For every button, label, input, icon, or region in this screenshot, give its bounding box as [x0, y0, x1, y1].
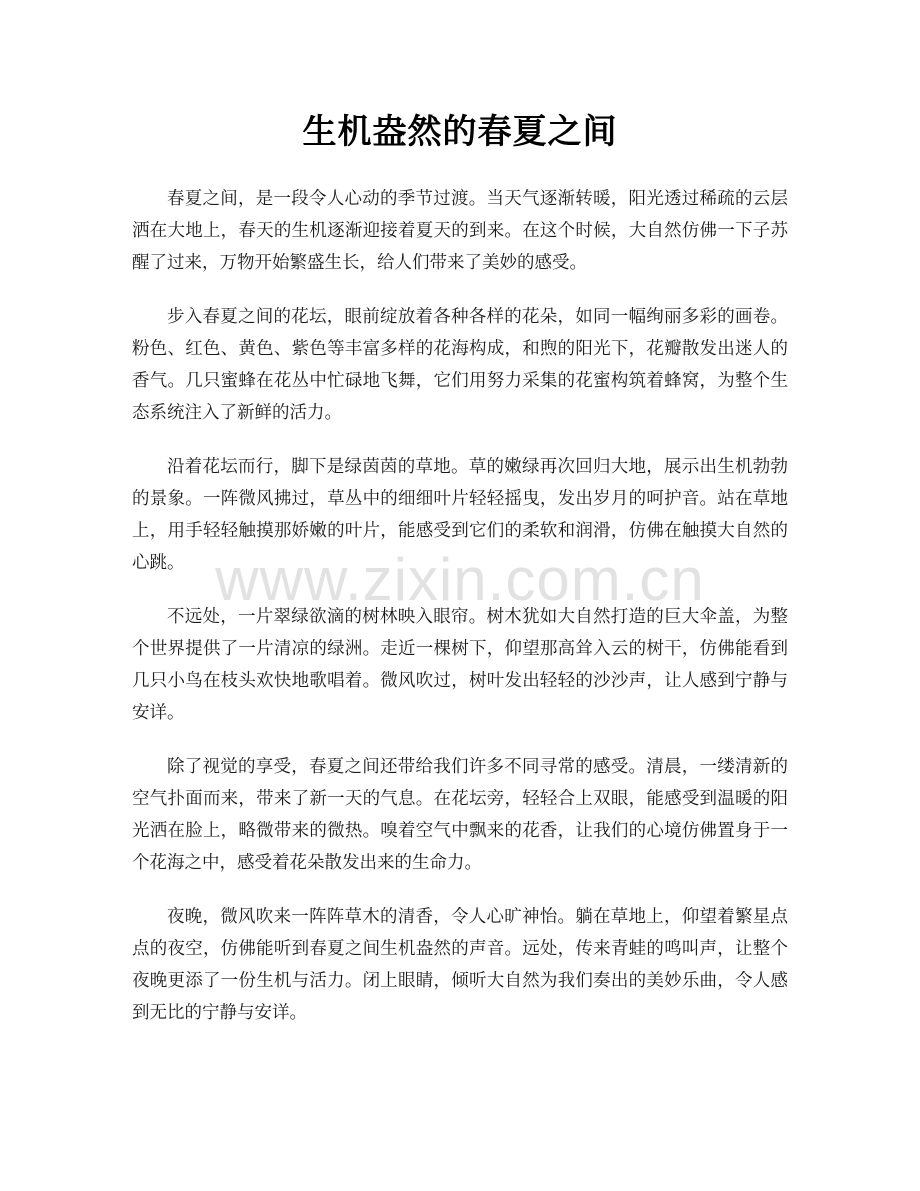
- paragraph: 步入春夏之间的花坛，眼前绽放着各种各样的花朵，如同一幅绚丽多彩的画卷。粉色、红色、黄色、紫色等丰富多样的花海构成，和煦的阳光下，花瓣散发出迷人的香气。几只蜜蜂在花丛中忙碌地飞舞，它们用努力采集的花蜜构筑着蜂窝，为整个生态系统注入了新鲜的活力。: [132, 307, 788, 423]
- document-body: [132, 183, 788, 1051]
- paragraph: 沿着花坛而行，脚下是绿茵茵的草地。草的嫩绿再次回归大地，展示出生机勃勃的景象。一阵微风拂过，草丛中的细细叶片轻轻摇曳，发出岁月的呵护音。站在草地上，用手轻轻触摸那娇嫩的叶片，能感受到它们的柔软和润滑，仿佛在触摸大自然的心跳。: [132, 457, 788, 573]
- document-title: 生机盎然的春夏之间: [302, 112, 618, 152]
- watermark: www.zixin.com.cn: [215, 546, 705, 613]
- paragraph: 春夏之间，是一段令人心动的季节过渡。当天气逐渐转暖，阳光透过稀疏的云层洒在大地上，春天的生机逐渐迎接着夏天的到来。在这个时候，大自然仿佛一下子苏醒了过来，万物开始繁盛生长，给人们带来了美妙的感受。: [132, 189, 788, 273]
- paragraph: 不远处，一片翠绿欲滴的树林映入眼帘。树木犹如大自然打造的巨大伞盖，为整个世界提供了一片清凉的绿洲。走近一棵树下，仰望那高耸入云的树干，仿佛能看到几只小鸟在枝头欢快地歌唱着。微风吹过，树叶发出轻轻的沙沙声，让人感到宁静与安详。: [132, 607, 788, 723]
- paragraph: 夜晚，微风吹来一阵阵草木的清香，令人心旷神怡。躺在草地上，仰望着繁星点点的夜空，仿佛能听到春夏之间生机盎然的声音。远处，传来青蛙的鸣叫声，让整个夜晚更添了一份生机与活力。闭上眼睛，倾听大自然为我们奏出的美妙乐曲，令人感到无比的宁静与安详。: [132, 907, 788, 1023]
- paragraph: 除了视觉的享受，春夏之间还带给我们许多不同寻常的感受。清晨，一缕清新的空气扑面而来，带来了新一天的气息。在花坛旁，轻轻合上双眼，能感受到温暖的阳光洒在脸上，略微带来的微热。嗅着空气中飘来的花香，让我们的心境仿佛置身于一个花海之中，感受着花朵散发出来的生命力。: [132, 757, 788, 873]
